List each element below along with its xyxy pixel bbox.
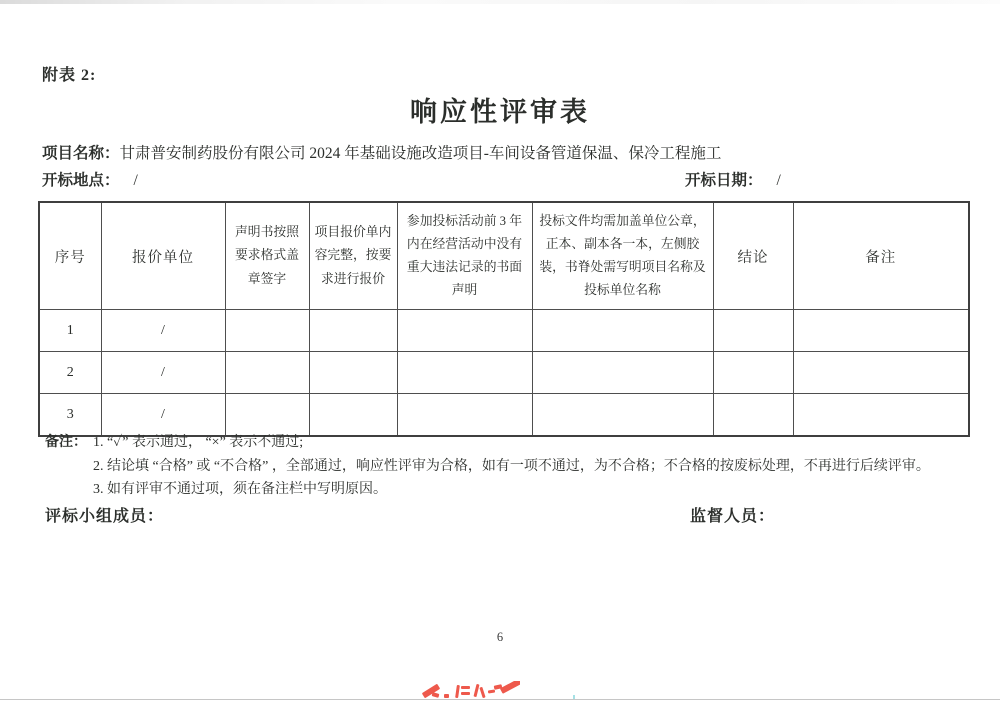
note-item-3: 3. 如有评审不通过项，须在备注栏中写明原因。 <box>93 482 387 497</box>
stamp-fragment <box>444 694 449 698</box>
bid-location-label: 开标地点： <box>42 172 120 189</box>
note-item-1: 1. “✓” 表示通过， “×” 表示不通过; <box>93 435 304 450</box>
scan-artifact-bottom-edge <box>0 699 1000 700</box>
cell-seq: 1 <box>39 310 101 352</box>
bid-location-line <box>42 168 138 190</box>
bid-date-line <box>685 168 781 190</box>
note-item-2: 2. 结论填 “合格” 或 “不合格” ，全部通过，响应性评审为合格，如有一项不通过，为不合格；不合格的按废标处理，不再进行后续评审。 <box>93 458 930 474</box>
cell-seq: 3 <box>39 394 101 437</box>
col-header-seq: 序号 <box>39 202 101 310</box>
cell-declaration <box>225 352 309 394</box>
col-header-legal-record: 参加投标活动前 3 年内在经营活动中没有重大违法记录的书面声明 <box>397 202 532 310</box>
cell-seq: 2 <box>39 352 101 394</box>
page-title: 响应性评审表 <box>410 97 590 127</box>
col-header-conclusion: 结论 <box>713 202 793 310</box>
cell-remark <box>793 394 969 437</box>
stamp-fragment <box>432 692 440 698</box>
stamp-fragment <box>461 686 470 689</box>
col-header-declaration: 声明书按照要求格式盖章签字 <box>225 202 309 310</box>
cell-unit: / <box>101 352 225 394</box>
cell-remark <box>793 352 969 394</box>
page-number: 6 <box>496 630 504 644</box>
cell-unit: / <box>101 310 225 352</box>
cell-documents <box>532 310 713 352</box>
cell-legal-record <box>397 352 532 394</box>
stamp-fragment <box>479 687 485 698</box>
table-row <box>39 352 969 394</box>
attachment-label: 附表 2: <box>42 67 97 84</box>
project-name-line <box>42 141 721 163</box>
responsiveness-review-table <box>38 201 970 437</box>
stamp-fragment <box>461 692 470 695</box>
partial-red-stamp <box>420 681 520 699</box>
project-name-label: 项目名称： <box>42 145 120 162</box>
cell-documents <box>532 352 713 394</box>
notes-label: 备注： <box>45 435 87 450</box>
col-header-remark: 备注 <box>793 202 969 310</box>
scan-artifact-top-edge <box>0 0 1000 4</box>
supervisor-label: 监督人员： <box>690 508 776 525</box>
cell-declaration <box>225 310 309 352</box>
notes-section <box>45 431 975 502</box>
cell-quotation <box>309 310 397 352</box>
cell-legal-record <box>397 310 532 352</box>
col-header-unit: 报价单位 <box>101 202 225 310</box>
cell-unit: / <box>101 394 225 437</box>
cell-declaration <box>225 394 309 437</box>
cell-quotation <box>309 394 397 437</box>
evaluation-team-label: 评标小组成员： <box>45 508 165 525</box>
bid-location-value: / <box>133 172 138 189</box>
cell-legal-record <box>397 394 532 437</box>
table-row <box>39 310 969 352</box>
stamp-fragment <box>488 690 495 694</box>
cell-quotation <box>309 352 397 394</box>
stamp-fragment <box>455 685 460 698</box>
table-row <box>39 394 969 437</box>
project-name-value: 甘肃普安制药股份有限公司 2024 年基础设施改造项目-车间设备管道保温、保冷工程施工 <box>119 145 722 162</box>
cell-conclusion <box>713 394 793 437</box>
bid-date-label: 开标日期： <box>685 172 763 189</box>
cell-remark <box>793 310 969 352</box>
col-header-documents: 投标文件均需加盖单位公章，正本、副本各一本，左侧胶装，书脊处需写明项目名称及投标单位名称 <box>532 202 713 310</box>
bid-date-value: / <box>776 172 781 189</box>
table-header-row <box>39 202 969 310</box>
cell-documents <box>532 394 713 437</box>
cell-conclusion <box>713 352 793 394</box>
col-header-quotation: 项目报价单内容完整，按要求进行报价 <box>309 202 397 310</box>
stamp-fragment <box>473 684 479 697</box>
stamp-fragment <box>500 681 520 694</box>
cell-conclusion <box>713 310 793 352</box>
